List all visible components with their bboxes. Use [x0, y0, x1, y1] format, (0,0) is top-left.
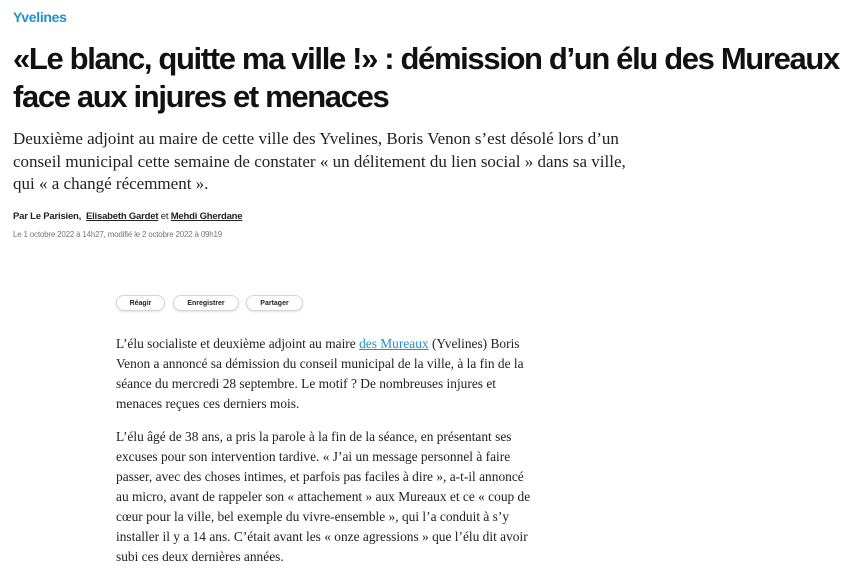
byline-joiner: et: [160, 211, 169, 222]
react-button[interactable]: Réagir: [116, 295, 165, 311]
article-paragraph-2: L’élu âgé de 38 ans, a pris la parole à la fin de la séance, en présentant ses excuses pour son intervention tardive. « J’ai un message personnel à faire passer, avec des choses intimes, et parfois pas faciles à dire », a-t-il annoncé au micro, avant de rappeler son « attachement » aux Mureaux et ce « coup de cœur pour la ville, bel exemple du vivre-ensemble », qui l’a conduit à s’y installer il y a 14 ans. C’était avant les « onze agressions » que l’élu dit avoir subi ces deux dernières années.: [116, 429, 531, 564]
byline-prefix: Par Le Parisien,: [13, 211, 82, 222]
publication-dates: Le 1 octobre 2022 à 14h27, modifié le 2 octobre 2022 à 09h19: [13, 230, 223, 239]
paragraph-1-text-end: (Yvelines) Boris Venon a annoncé sa démission du conseil municipal de la ville, à la fin de la séance du mercredi 28 septembre. Le motif ? De nombreuses injures et menaces reçues ces derniers mois.: [116, 336, 524, 411]
author-link-mehdi-gherdane[interactable]: Mehdi Gherdane: [170, 211, 243, 222]
share-button[interactable]: Partager: [246, 295, 303, 311]
article-headline: «Le blanc, quitte ma ville !» : démission d’un élu des Mureaux face aux injures et menaces: [13, 41, 839, 114]
save-button[interactable]: Enregistrer: [173, 295, 239, 311]
article-lede: Deuxième adjoint au maire de cette ville des Yvelines, Boris Venon s’est désolé lors d’un conseil municipal cette semaine de constater « un délitement du lien social » dans sa ville, qui « a changé récemment ».: [13, 129, 626, 193]
author-link-elisabeth-gardet[interactable]: Elisabeth Gardet: [85, 211, 159, 222]
paragraph-1-text-start: L’élu socialiste et deuxième adjoint au maire: [116, 336, 360, 351]
les-mureaux-link[interactable]: des Mureaux: [359, 336, 429, 351]
article-paragraph-1: [116, 334, 536, 414]
category-link[interactable]: Yvelines: [13, 9, 67, 25]
byline: [13, 211, 242, 222]
